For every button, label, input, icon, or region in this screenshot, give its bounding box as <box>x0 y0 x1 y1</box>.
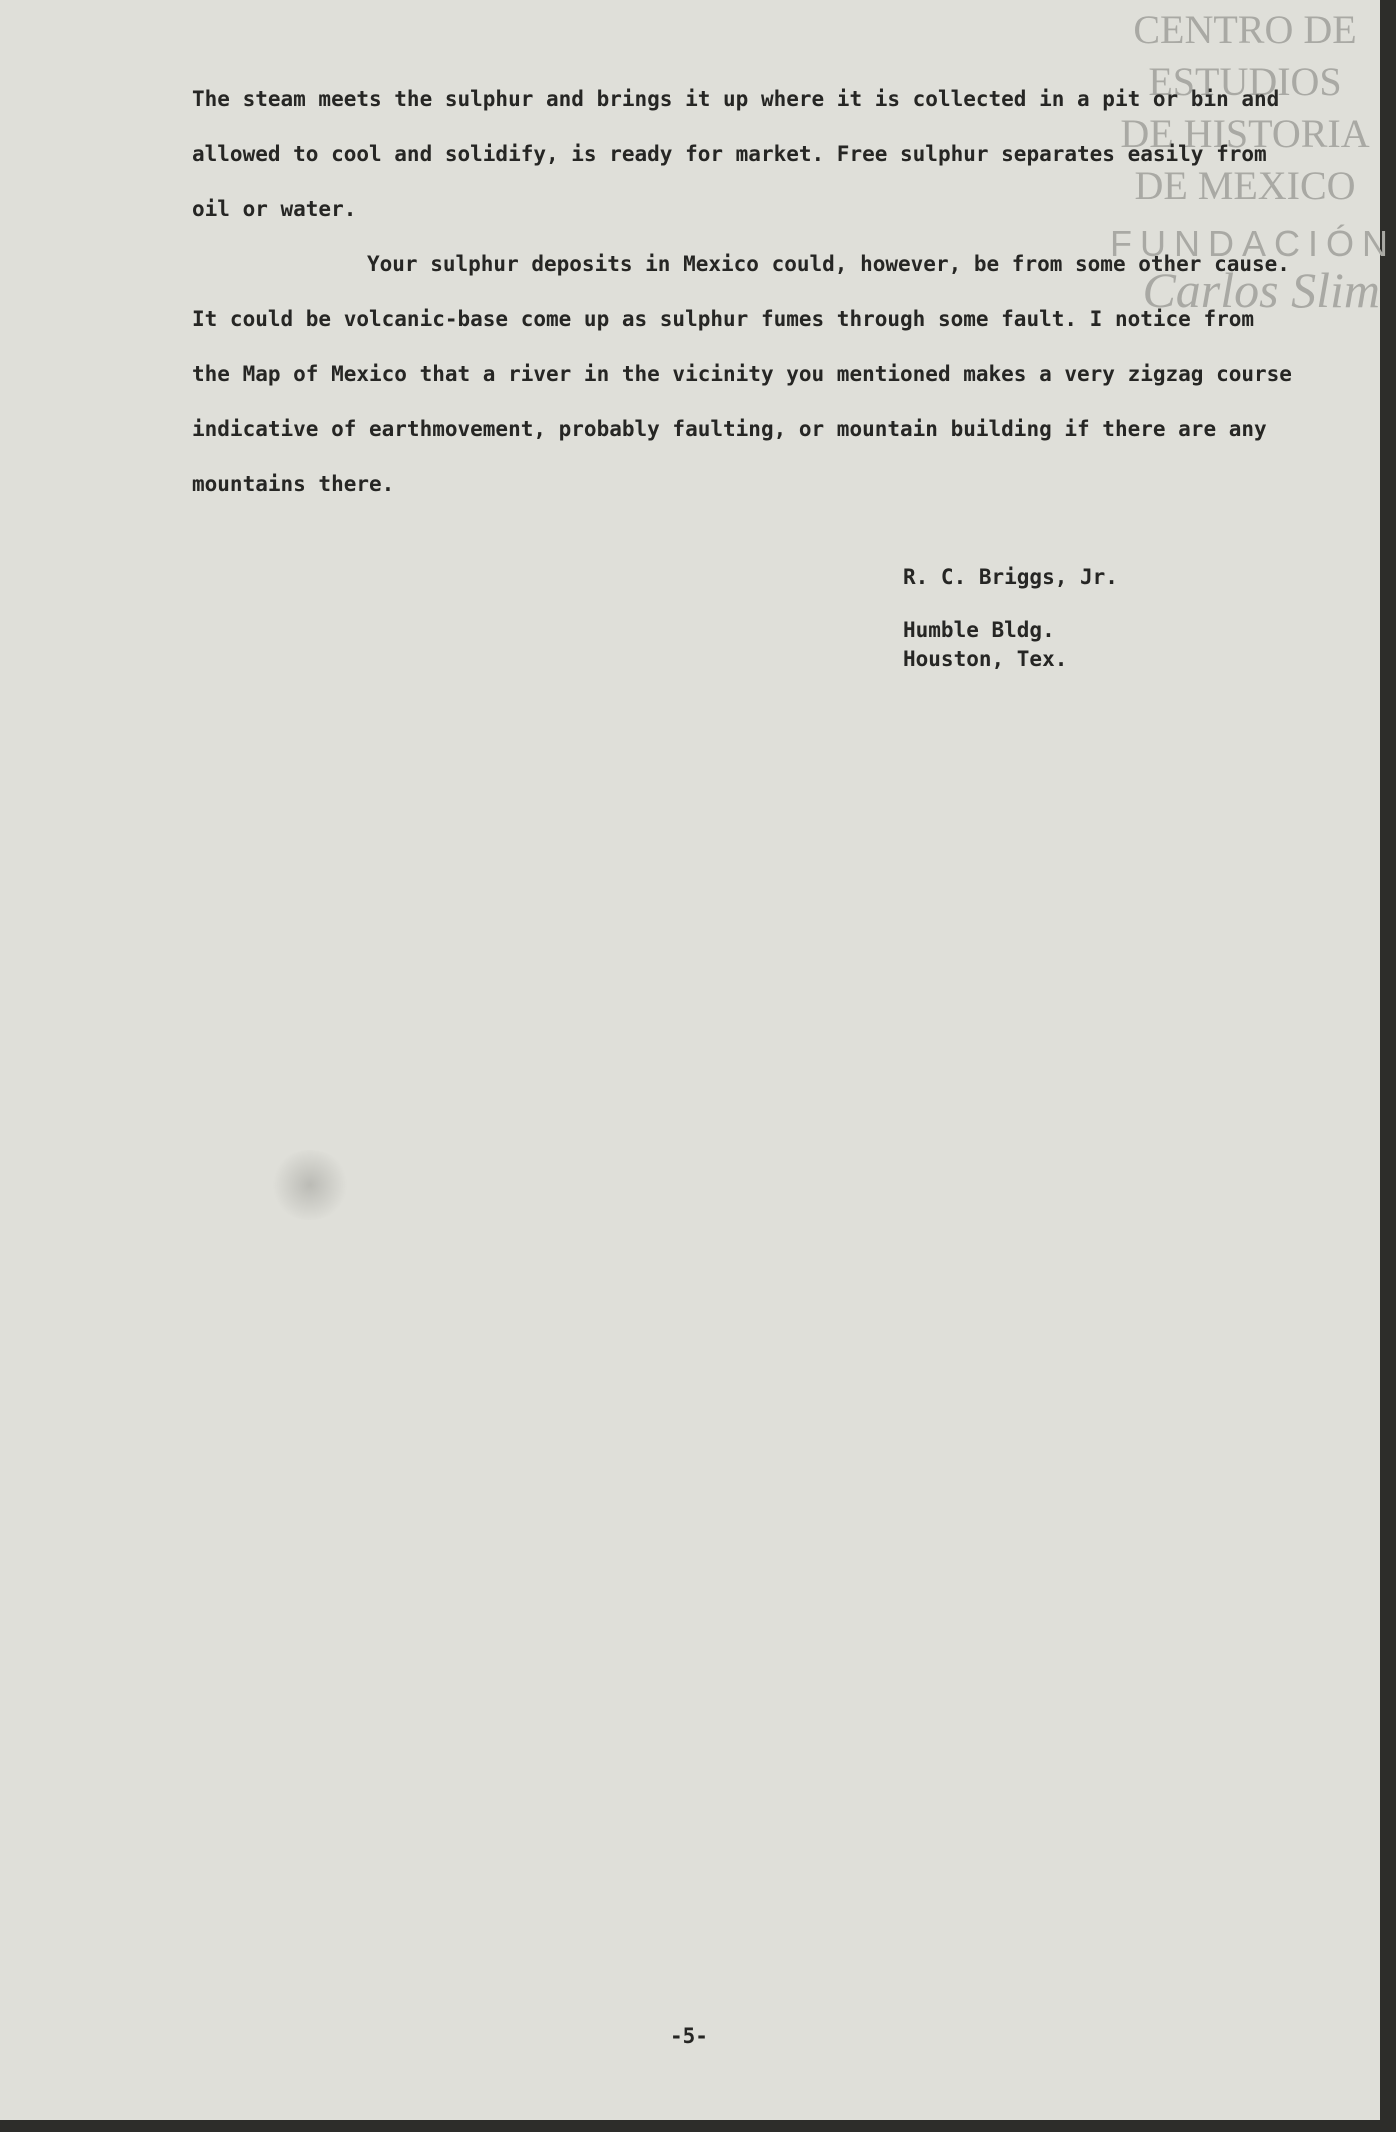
watermark-signature: Carlos Slim <box>1142 262 1380 318</box>
page-number: -5- <box>670 2024 708 2048</box>
letter-body <box>192 72 1292 512</box>
watermark-line: DE MEXICO <box>1134 163 1356 208</box>
signer-name: R. C. Briggs, Jr. <box>903 565 1118 589</box>
watermark-line: CENTRO DE <box>1133 7 1357 52</box>
address-line: Humble Bldg. <box>903 618 1055 642</box>
address-line: Houston, Tex. <box>903 647 1068 671</box>
paragraph: Your sulphur deposits in Mexico could, however, be from some other cause. It could be volcanic-base come up as sulphur fumes through some fault. I notice from the Map of Mexico that a river in the vicinity you mentioned makes a very zigzag course indicative of earthmovement, probably faulting, or mountain building if there are any mountains there. <box>192 252 1292 496</box>
watermark-line: ESTUDIOS <box>1148 59 1342 104</box>
paper-smudge <box>270 1150 350 1220</box>
signature-block <box>903 563 1118 674</box>
watermark-line: DE HISTORIA <box>1120 111 1370 156</box>
paragraph: The steam meets the sulphur and brings it up where it is collected in a pit or bin and allowed to cool and solidify, is ready for market. Free sulphur separates easily from oil or water. <box>192 87 1280 221</box>
watermark-line: FUNDACIÓN <box>1110 223 1396 264</box>
